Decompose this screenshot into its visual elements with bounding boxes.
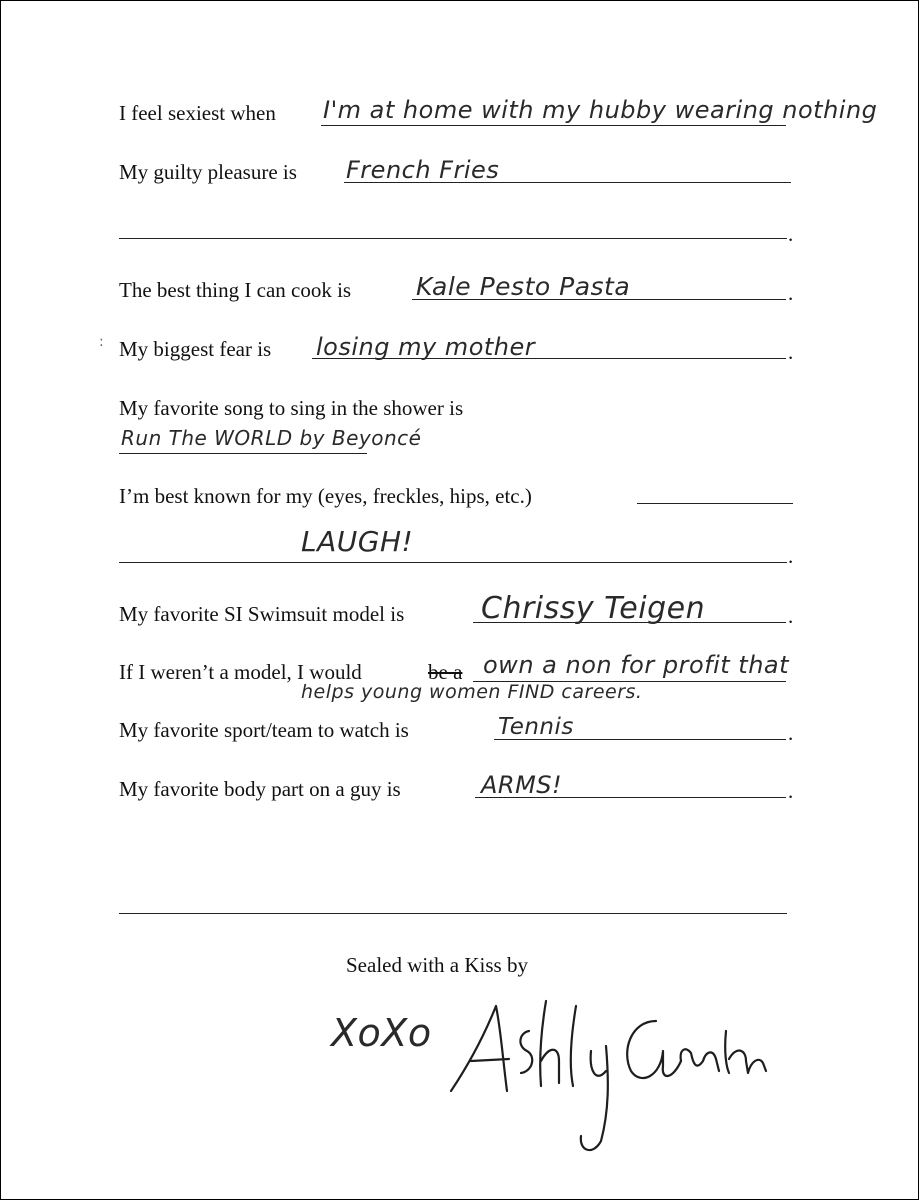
answer-body-part: ARMS! bbox=[481, 771, 563, 799]
answer-sexiest: I'm at home with my hubby wearing nothing bbox=[323, 96, 878, 124]
prompt-cook: The best thing I can cook is bbox=[119, 278, 352, 302]
prompt-fear: My biggest fear is bbox=[119, 337, 272, 361]
prompt-body-part: My favorite body part on a guy is bbox=[119, 777, 401, 801]
prompt-sexiest: I feel sexiest when bbox=[119, 101, 276, 125]
signature-text bbox=[1, 1, 15, 2]
answer-line-best-known bbox=[637, 503, 793, 504]
answer-cook: Kale Pesto Pasta bbox=[416, 272, 631, 301]
answer-si-model: Chrissy Teigen bbox=[481, 591, 706, 626]
answer-song: Run The WORLD by Beyoncé bbox=[121, 426, 422, 450]
answer-sport: Tennis bbox=[498, 714, 574, 740]
answer-line-best-known-2 bbox=[119, 562, 787, 563]
prompt-career: If I weren’t a model, I would bbox=[119, 660, 362, 684]
signature-drawing bbox=[441, 991, 771, 1161]
prompt-guilty-pleasure: My guilty pleasure is bbox=[119, 160, 297, 184]
struck-text: be a bbox=[428, 660, 463, 684]
period-mark: . bbox=[788, 222, 794, 246]
signature-line bbox=[119, 913, 787, 914]
prompt-si-model: My favorite SI Swimsuit model is bbox=[119, 602, 405, 626]
answer-line-sexiest bbox=[321, 125, 786, 126]
answer-line-blank-1 bbox=[119, 238, 787, 239]
period-mark: . bbox=[788, 281, 794, 305]
closing-text: Sealed with a Kiss by bbox=[346, 953, 528, 977]
answer-fear: losing my mother bbox=[316, 333, 536, 361]
margin-mark: : bbox=[99, 334, 104, 350]
period-mark: . bbox=[788, 340, 794, 364]
prompt-best-known: I’m best known for my (eyes, freckles, hips, etc.) bbox=[119, 484, 532, 508]
prompt-song: My favorite song to sing in the shower is bbox=[119, 396, 464, 420]
period-mark: . bbox=[788, 721, 794, 745]
answer-line-song bbox=[119, 453, 367, 454]
answer-best-known: LAUGH! bbox=[301, 525, 414, 558]
period-mark: . bbox=[788, 604, 794, 628]
answer-career-line1: own a non for profit that bbox=[483, 651, 790, 679]
period-mark: . bbox=[788, 779, 794, 803]
answer-guilty-pleasure: French Fries bbox=[346, 156, 500, 184]
period-mark: . bbox=[788, 544, 794, 568]
xoxo-note: XoXo bbox=[331, 1011, 432, 1055]
prompt-sport: My favorite sport/team to watch is bbox=[119, 718, 409, 742]
answer-career-line2: helps young women FIND careers. bbox=[301, 681, 643, 703]
